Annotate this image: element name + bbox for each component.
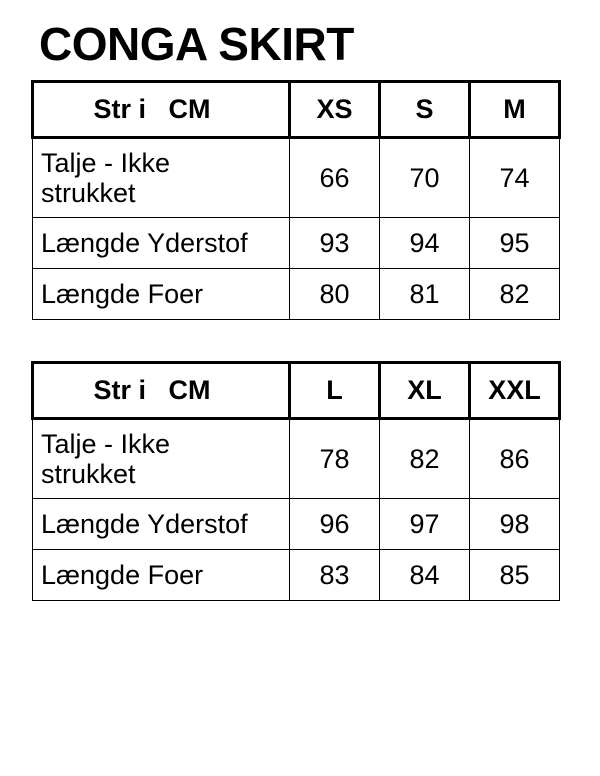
cell-value: 81 (380, 269, 470, 320)
row-label-lining-length: Længde Foer (33, 550, 290, 601)
cell-value: 70 (380, 138, 470, 218)
cell-value: 83 (290, 550, 380, 601)
table-row-lining-length (33, 550, 560, 601)
header-size-l: L (290, 363, 380, 419)
row-label-line: Talje - Ikke (41, 429, 171, 459)
header-size-label: Str i CM (33, 82, 290, 138)
size-table-xs-m (31, 80, 561, 320)
row-label-outer-length: Længde Yderstof (33, 499, 290, 550)
table-row-lining-length (33, 269, 560, 320)
cell-value: 74 (470, 138, 560, 218)
table-row-waist (33, 419, 560, 499)
header-size-label: Str i CM (33, 363, 290, 419)
row-label-line: strukket (41, 178, 136, 208)
table-header-row (33, 82, 560, 138)
header-size-xxl: XXL (470, 363, 560, 419)
cell-value: 96 (290, 499, 380, 550)
cell-value: 66 (290, 138, 380, 218)
cell-value: 82 (380, 419, 470, 499)
header-size-xs: XS (290, 82, 380, 138)
cell-value: 94 (380, 218, 470, 269)
row-label-waist (33, 138, 290, 218)
table-row-waist (33, 138, 560, 218)
cell-value: 97 (380, 499, 470, 550)
row-label-lining-length: Længde Foer (33, 269, 290, 320)
table-header-row (33, 363, 560, 419)
header-size-s: S (380, 82, 470, 138)
cell-value: 80 (290, 269, 380, 320)
cell-value: 78 (290, 419, 380, 499)
page-title: CONGA SKIRT (39, 18, 354, 70)
row-label-line: strukket (41, 459, 136, 489)
header-size-m: M (470, 82, 560, 138)
header-size-xl: XL (380, 363, 470, 419)
cell-value: 82 (470, 269, 560, 320)
table-row-outer-length (33, 218, 560, 269)
cell-value: 84 (380, 550, 470, 601)
cell-value: 85 (470, 550, 560, 601)
row-label-outer-length: Længde Yderstof (33, 218, 290, 269)
cell-value: 86 (470, 419, 560, 499)
row-label-waist (33, 419, 290, 499)
row-label-line: Talje - Ikke (41, 148, 171, 178)
cell-value: 95 (470, 218, 560, 269)
table-row-outer-length (33, 499, 560, 550)
cell-value: 93 (290, 218, 380, 269)
cell-value: 98 (470, 499, 560, 550)
size-table-l-xxl (31, 361, 561, 601)
